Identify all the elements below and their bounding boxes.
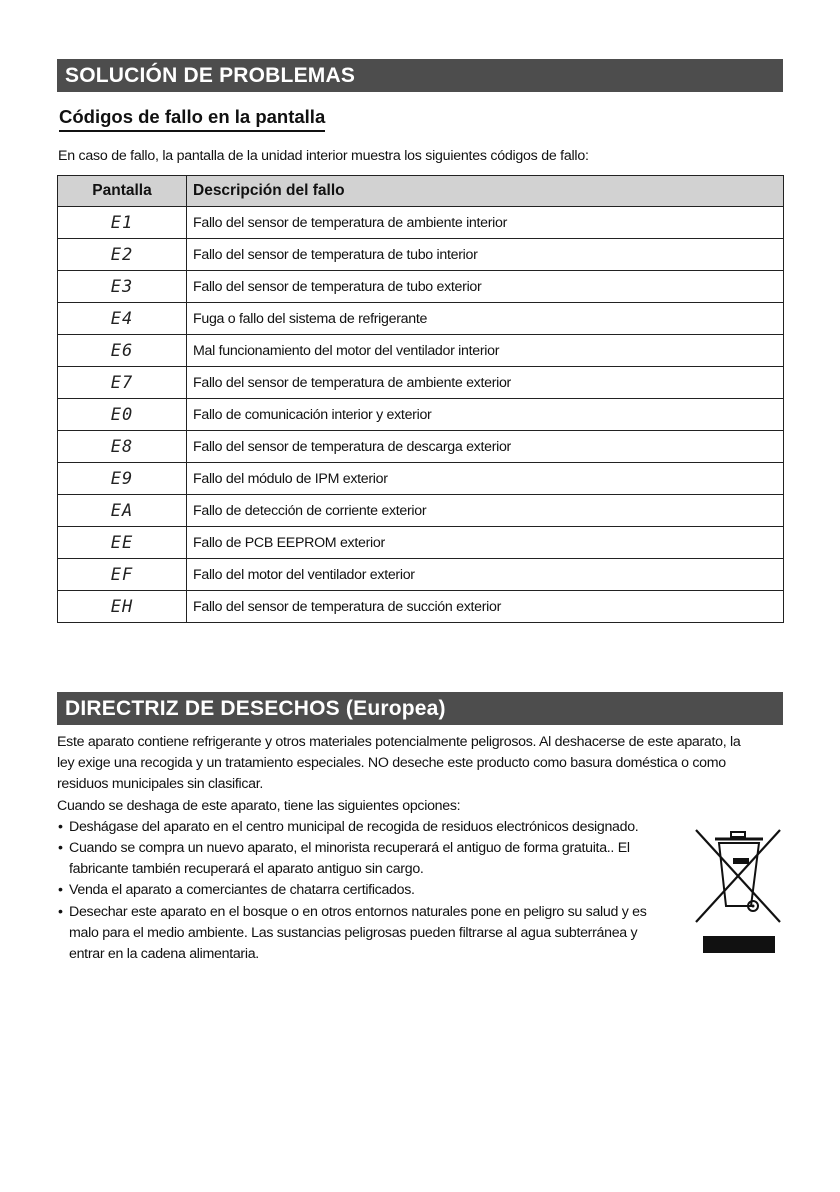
fault-description: Fallo del sensor de temperatura de ambiente interior: [187, 207, 784, 239]
list-item: • Deshágase del aparato en el centro municipal de recogida de residuos electrónicos designado.: [57, 817, 747, 838]
column-header-description: Descripción del fallo: [187, 176, 784, 207]
fault-description: Fallo de comunicación interior y exterior: [187, 399, 784, 431]
fault-description: Mal funcionamiento del motor del ventilador interior: [187, 335, 784, 367]
weee-black-bar: [703, 936, 775, 953]
table-header-row: [58, 176, 784, 207]
table-row: [58, 207, 784, 239]
fault-code: E3: [58, 271, 187, 303]
fault-code: E9: [58, 463, 187, 495]
fault-description: Fallo del sensor de temperatura de ambiente exterior: [187, 367, 784, 399]
fault-description: Fallo del sensor de temperatura de tubo interior: [187, 239, 784, 271]
disposal-paragraph: Este aparato contiene refrigerante y otros materiales potencialmente peligrosos. Al deshacerse de este aparato, la ley exige una recogida y un tratamiento especiales. NO deseche este producto como basura doméstica o como residuos municipales sin clasificar.: [57, 734, 741, 793]
fault-code: EA: [58, 495, 187, 527]
table-row: [58, 431, 784, 463]
fault-description: Fallo del sensor de temperatura de succión exterior: [187, 591, 784, 623]
table-row: [58, 559, 784, 591]
fault-description: Fallo del sensor de temperatura de descarga exterior: [187, 431, 784, 463]
table-row: [58, 239, 784, 271]
fault-description: Fallo del motor del ventilador exterior: [187, 559, 784, 591]
fault-description: Fuga o fallo del sistema de refrigerante: [187, 303, 784, 335]
column-header-display: Pantalla: [58, 176, 187, 207]
table-row: [58, 591, 784, 623]
fault-code: E0: [58, 399, 187, 431]
fault-code: EH: [58, 591, 187, 623]
disposal-body: [57, 732, 747, 965]
disposal-options-list: [57, 817, 747, 965]
table-row: [58, 271, 784, 303]
table-row: [58, 367, 784, 399]
fault-code: EE: [58, 527, 187, 559]
fault-codes-table: [57, 175, 784, 623]
troubleshooting-title: SOLUCIÓN DE PROBLEMAS: [57, 59, 783, 92]
fault-code: E4: [58, 303, 187, 335]
fault-description: Fallo de detección de corriente exterior: [187, 495, 784, 527]
fault-description: Fallo del sensor de temperatura de tubo exterior: [187, 271, 784, 303]
fault-description: Fallo del módulo de IPM exterior: [187, 463, 784, 495]
table-row: [58, 527, 784, 559]
fault-codes-subtitle: Códigos de fallo en la pantalla: [59, 106, 325, 132]
fault-code: E8: [58, 431, 187, 463]
table-row: [58, 463, 784, 495]
list-item: • Desechar este aparato en el bosque o en otros entornos naturales pone en peligro su salud y es malo para el medio ambiente. Las sustancias peligrosas pueden filtrarse al agua subterránea y entrar en la cadena alimentaria.: [57, 902, 747, 966]
table-row: [58, 335, 784, 367]
fault-code: EF: [58, 559, 187, 591]
fault-codes-intro: En caso de fallo, la pantalla de la unidad interior muestra los siguientes códigos de fallo:: [58, 148, 589, 164]
table-row: [58, 495, 784, 527]
disposal-options-intro: Cuando se deshaga de este aparato, tiene las siguientes opciones:: [57, 797, 461, 814]
list-item: • Cuando se compra un nuevo aparato, el minorista recuperará el antiguo de forma gratuita.. El fabricante también recuperará el aparato antiguo sin cargo.: [57, 838, 747, 880]
table-row: [58, 303, 784, 335]
fault-code: E7: [58, 367, 187, 399]
crossed-out-wheelie-bin-icon: [693, 826, 783, 924]
fault-description: Fallo de PCB EEPROM exterior: [187, 527, 784, 559]
fault-code: E2: [58, 239, 187, 271]
list-item: • Venda el aparato a comerciantes de chatarra certificados.: [57, 880, 747, 901]
fault-code: E1: [58, 207, 187, 239]
fault-code: E6: [58, 335, 187, 367]
table-row: [58, 399, 784, 431]
disposal-title: DIRECTRIZ DE DESECHOS (Europea): [57, 692, 783, 725]
